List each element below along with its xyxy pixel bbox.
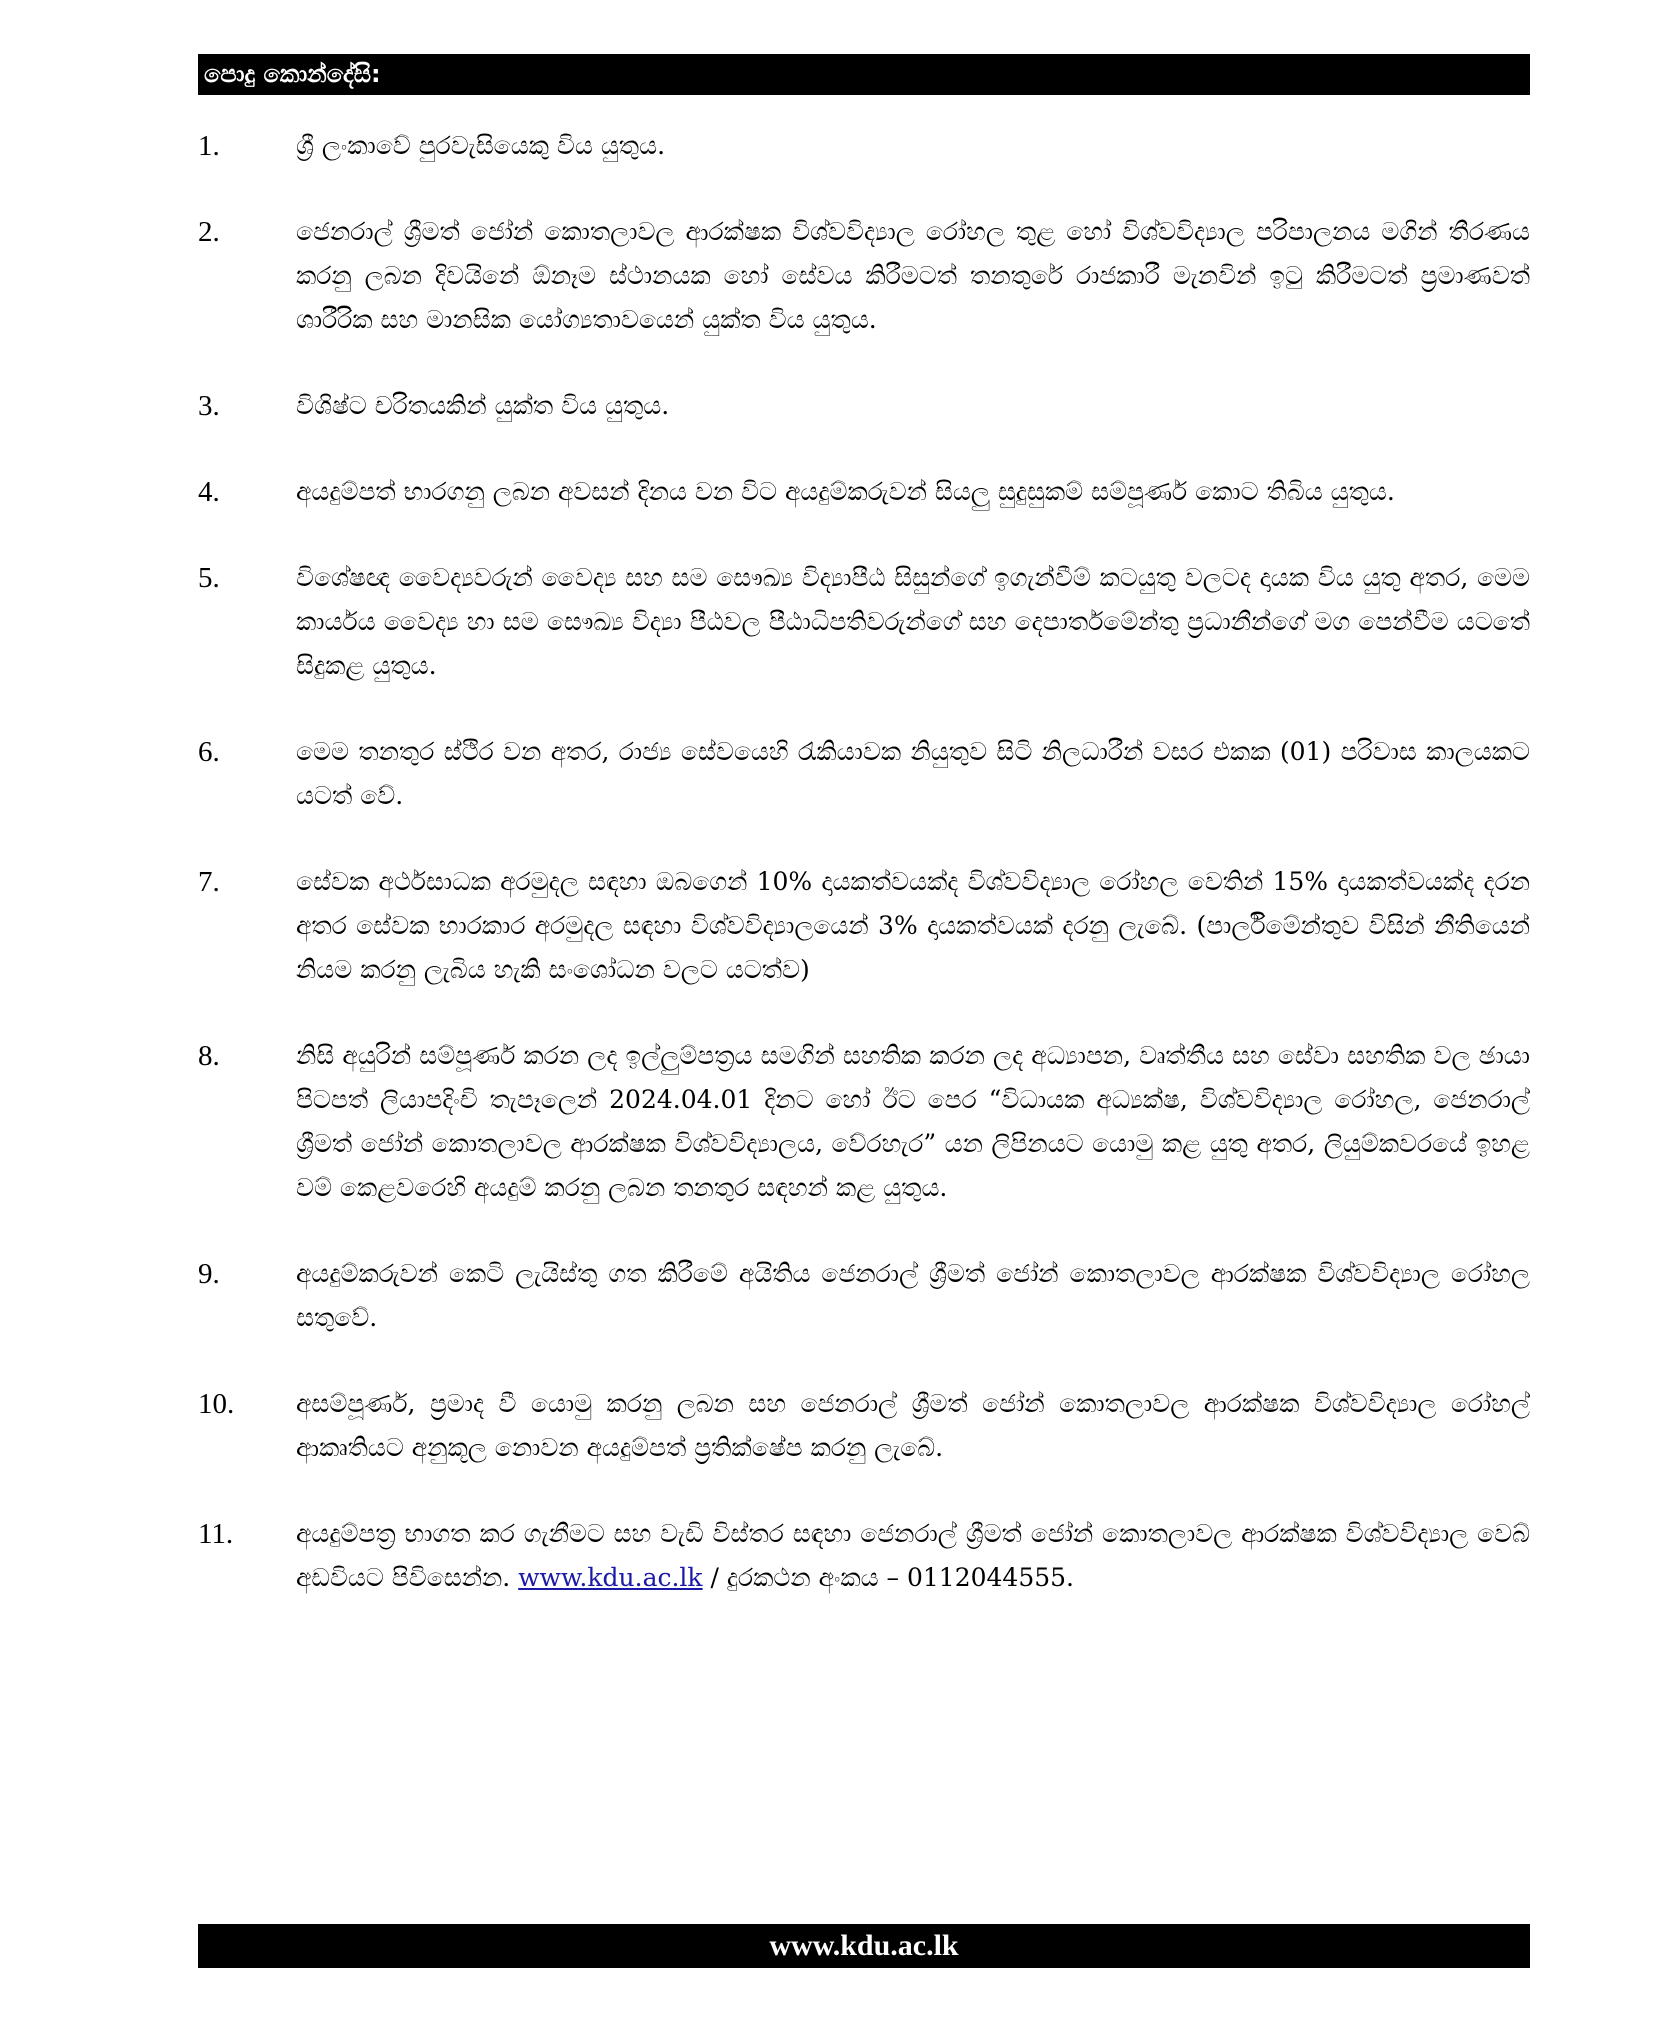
item-text: අසම්පූර්ණ, ප්‍රමාද වී යොමු කරනු ලබන සහ ජෙනරාල් ශ්‍රීමත් ජෝන් කොතලාවල ආරක්ෂක විශ්වවිද්‍යාල රෝහල් ආකෘතියට අනුකූල නොවන අයදුම්පත් ප්‍රතික්ෂේප කරනු ලැබේ. bbox=[296, 1389, 1530, 1462]
item-text: අයදුම්කරුවන් කෙටි ලැයිස්තු ගත කිරීමේ අයිතිය ජෙනරාල් ශ්‍රීමත් ජෝන් කොතලාවල ආරක්ෂක විශ්වවිද්‍යාල රෝහල සතුවේ. bbox=[296, 1259, 1530, 1332]
conditions-list bbox=[198, 124, 1530, 1642]
item-number: 2. bbox=[198, 216, 220, 248]
section-heading: පොදු කොන්දේසි: bbox=[204, 60, 381, 88]
item-text: විශේෂඥ වෛද්‍යවරුන් වෛද්‍ය සහ සම සෞඛ්‍ය විද්‍යාපීඨ සිසුන්ගේ ඉගැන්වීම් කටයුතු වලටද දායක විය යුතු අතර, මෙම කාර්යය වෛද්‍ය හා සම සෞඛ්‍ය විද්‍යා පීඨවල පීඨාධිපතිවරුන්ගේ සහ දෙපාර්තමේන්තු ප්‍රධානීන්ගේ මග පෙන්වීම යටතේ සිදුකළ යුතුය. bbox=[296, 563, 1530, 680]
item-number: 4. bbox=[198, 476, 220, 508]
item-text-after-link: / දුරකථන අංකය – 0112044555. bbox=[702, 1563, 1074, 1592]
list-item bbox=[198, 210, 1530, 342]
item-number: 11. bbox=[198, 1518, 234, 1550]
footer-bar bbox=[198, 1924, 1530, 1968]
list-item bbox=[198, 1512, 1530, 1600]
document-page bbox=[198, 54, 1530, 1974]
section-heading-bar bbox=[198, 54, 1530, 95]
item-text: ශ්‍රී ලංකාවේ පුරවැසියෙකු විය යුතුය. bbox=[296, 131, 666, 160]
item-number: 10. bbox=[198, 1388, 235, 1420]
item-text-before-link: අයදුම්පත්‍ර භාගත කර ගැනීමට සහ වැඩි විස්තර සඳහා ජෙනරාල් ශ්‍රීමත් ජෝන් කොතලාවල ආරක්ෂක විශ්වවිද්‍යාල වෙබ් අඩවියට පිවිසෙන්න. bbox=[296, 1519, 1530, 1592]
item-text: මෙම තනතුර ස්ථිර වන අතර, රාජ්‍ය සේවයෙහි රැකියාවක නියුතුව සිටි නිලධාරීන් වසර එකක (01) පරිවාස කාලයකට යටත් වේ. bbox=[296, 737, 1530, 810]
item-text bbox=[296, 1512, 1530, 1600]
item-text: සේවක අර්ථසාධක අරමුදල සඳහා ඔබගෙන් 10% දායකත්වයක්ද විශ්වවිද්‍යාල රෝහල වෙතින් 15% දායකත්වයක්ද දරන අතර සේවක භාරකාර අරමුදල සඳහා විශ්වවිද්‍යාලයෙන් 3% දායකත්වයක් දරනු ලැබේ. (පාර්ලිමේන්තුව විසින් නීතියෙන් නියම කරනු ලැබිය හැකි සංශෝධන වලට යටත්ව) bbox=[296, 867, 1530, 984]
list-item bbox=[198, 384, 1530, 428]
item-number: 1. bbox=[198, 130, 220, 162]
list-item bbox=[198, 556, 1530, 688]
item-number: 8. bbox=[198, 1040, 220, 1072]
list-item bbox=[198, 730, 1530, 818]
item-text: අයදුම්පත් භාරගනු ලබන අවසන් දිනය වන විට අයදුම්කරුවන් සියලු සුදුසුකම් සම්පූර්ණ කොට තිබිය යුතුය. bbox=[296, 477, 1395, 506]
item-number: 9. bbox=[198, 1258, 220, 1290]
list-item bbox=[198, 1034, 1530, 1210]
item-number: 6. bbox=[198, 736, 220, 768]
list-item bbox=[198, 470, 1530, 514]
item-text: විශිෂ්ට චරිතයකින් යුක්ත විය යුතුය. bbox=[296, 391, 670, 420]
item-number: 3. bbox=[198, 390, 220, 422]
list-item bbox=[198, 1382, 1530, 1470]
kdu-website-link[interactable]: www.kdu.ac.lk bbox=[518, 1563, 703, 1592]
item-text: ජෙනරාල් ශ්‍රීමත් ජෝන් කොතලාවල ආරක්ෂක විශ්වවිද්‍යාල රෝහල තුළ හෝ විශ්වවිද්‍යාල පරිපාලනය මගින් තීරණය කරනු ලබන දිවයිනේ ඕනෑම ස්ථානයක හෝ සේවය කිරීමටත් තනතුරේ රාජකාරී මැනවින් ඉටු කිරීමටත් ප්‍රමාණවත් ශාරීරික සහ මානසික යෝග්‍යතාවයෙන් යුක්ත විය යුතුය. bbox=[296, 217, 1530, 334]
item-number: 5. bbox=[198, 562, 220, 594]
item-number: 7. bbox=[198, 866, 220, 898]
list-item bbox=[198, 124, 1530, 168]
item-text: නිසි අයුරින් සම්පූර්ණ කරන ලද ඉල්ලුම්පත්‍රය සමගින් සහතික කරන ලද අධ්‍යාපන, වෘත්තීය සහ සේවා සහතික වල ඡායා පිටපත් ලියාපදිංචි තැපෑලෙන් 2024.04.01 දිනට හෝ ඊට පෙර “විධායක අධ්‍යක්ෂ, විශ්වවිද්‍යාල රෝහල, ජෙනරාල් ශ්‍රීමත් ජෝන් කොතලාවල ආරක්ෂක විශ්වවිද්‍යාලය, වේරහැර” යන ලිපිනයට යොමු කළ යුතු අතර, ලියුම්කවරයේ ඉහළ වම් කෙළවරෙහි අයදුම් කරනු ලබන තනතුර සඳහන් කළ යුතුය. bbox=[296, 1041, 1530, 1202]
list-item bbox=[198, 1252, 1530, 1340]
footer-website: www.kdu.ac.lk bbox=[769, 1929, 959, 1962]
list-item bbox=[198, 860, 1530, 992]
